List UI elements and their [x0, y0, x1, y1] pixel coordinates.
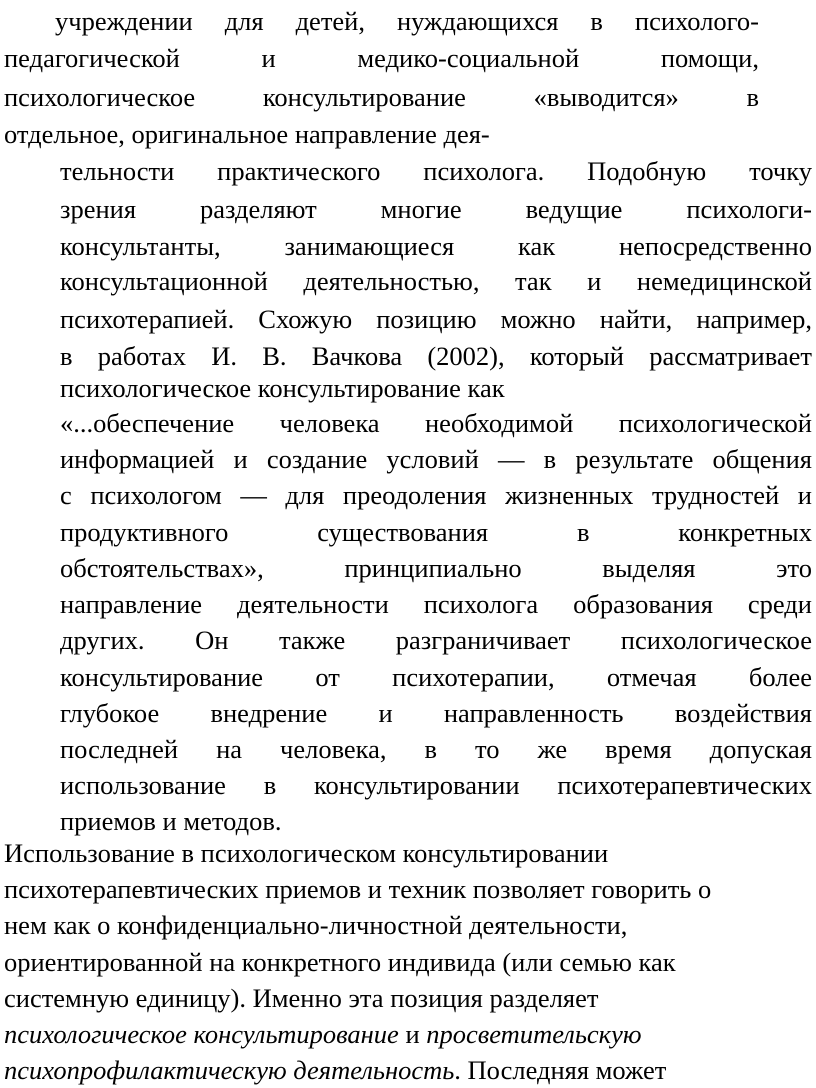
word: конкретных [678, 517, 812, 547]
word: информацией [60, 444, 215, 474]
word: трудностей [651, 480, 780, 510]
word: использование [60, 770, 226, 800]
word: консультирование [60, 662, 264, 692]
word: также [278, 625, 346, 655]
word: — [240, 480, 267, 510]
word: деятельностью, [303, 266, 480, 296]
text-line: Использование в психологическом консультировании [4, 838, 609, 868]
word: многие [380, 194, 462, 224]
text-line [60, 306, 812, 336]
word: же [537, 734, 568, 764]
word: ведущие [525, 194, 623, 224]
word: рассматривает [649, 341, 812, 371]
text-line [4, 1021, 642, 1051]
word: найти, [599, 304, 673, 334]
word: (2002), [427, 341, 505, 371]
word: Схожую [258, 304, 353, 334]
word: для [224, 6, 264, 36]
word: так [515, 266, 552, 296]
text-line: нем как о конфиденциально-личностной деятельности, [4, 910, 628, 940]
word: существования [317, 517, 489, 547]
word: жизненных [505, 480, 634, 510]
italic-term: психологическое консультирование [4, 1019, 399, 1049]
word: образования [573, 589, 713, 619]
word: среди [747, 589, 812, 619]
word: направление [60, 589, 203, 619]
word: психотерапевтических [557, 770, 812, 800]
word: помощи, [660, 43, 759, 73]
word: — [497, 444, 525, 474]
word: отмечая [606, 662, 697, 692]
word: более [748, 662, 812, 692]
word: как [517, 231, 556, 261]
word: условий [386, 444, 479, 474]
word: с [60, 480, 72, 510]
word: и [797, 480, 812, 510]
word: принципиально [344, 553, 522, 583]
text-line [60, 627, 812, 657]
word: И. [211, 341, 237, 371]
text-line [4, 84, 759, 114]
word: внедрение [210, 698, 328, 728]
word: человека [279, 408, 380, 438]
word: работах [97, 341, 187, 371]
word: психологи- [686, 194, 812, 224]
word: в [590, 6, 603, 36]
word: медико-социальной [357, 43, 580, 73]
word: консультировании [314, 770, 520, 800]
text-line [60, 343, 812, 373]
word: для [285, 480, 325, 510]
word: в [543, 444, 557, 474]
word: например, [696, 304, 812, 334]
word: допуская [709, 734, 812, 764]
word: Вачкова [311, 341, 403, 371]
word: психологическое [620, 625, 812, 655]
word: создание [266, 444, 368, 474]
text-line: ориентированной на конкретного индивида (или семью как [4, 947, 676, 977]
word: то [475, 734, 500, 764]
text-line [60, 482, 812, 512]
word: точку [749, 156, 812, 186]
word: В. [262, 341, 287, 371]
word: направленность [443, 698, 624, 728]
text-line [4, 1057, 666, 1087]
word: нуждающихся [396, 6, 559, 36]
text-line: психотерапевтических приемов и техник позволяет говорить о [4, 874, 712, 904]
word: результате [575, 444, 694, 474]
word: учреждении [55, 6, 193, 36]
word: «...обеспечение [60, 408, 235, 438]
text-run: . Последняя может [454, 1055, 667, 1085]
word: других. [60, 625, 145, 655]
text-line: приемов и методов. [60, 806, 282, 836]
word: обстоятельствах», [60, 553, 264, 583]
word: психологическое [4, 82, 196, 112]
italic-term: психопрофилактическую деятельность [4, 1055, 455, 1085]
word: преодоления [342, 480, 487, 510]
word: на [216, 734, 243, 764]
word: занимающиеся [284, 231, 455, 261]
word: позицию [376, 304, 477, 334]
word: зрения [60, 194, 137, 224]
word: воздействия [674, 698, 812, 728]
word: в [746, 82, 759, 112]
text-line [4, 45, 759, 75]
word: детей, [295, 6, 365, 36]
text-line [55, 8, 759, 38]
word: тельности [60, 156, 175, 186]
word: и [261, 43, 276, 73]
word: продуктивного [60, 517, 229, 547]
word: в [576, 517, 590, 547]
text-line: психологическое консультирование как [60, 373, 505, 403]
word: в [263, 770, 277, 800]
word: консультанты, [60, 231, 221, 261]
word: который [529, 341, 624, 371]
word: глубокое [60, 698, 160, 728]
word: психолого- [634, 6, 759, 36]
word: консультационной [60, 266, 268, 296]
text-line [60, 410, 812, 440]
text-line [60, 519, 812, 549]
word: психолога [423, 589, 539, 619]
word: в [60, 341, 73, 371]
word: и [233, 444, 248, 474]
word: психотерапии, [392, 662, 555, 692]
word: непосредственно [618, 231, 812, 261]
word: «выводится» [533, 82, 679, 112]
word: педагогической [4, 43, 180, 73]
word: от [315, 662, 340, 692]
text-line [60, 772, 812, 802]
word: последней [60, 734, 179, 764]
word: и [378, 698, 393, 728]
text-line [60, 555, 812, 585]
text-line [60, 268, 812, 298]
text-line: системную единицу). Именно эта позиция разделяет [4, 983, 599, 1013]
text-line [60, 664, 812, 694]
word: и [587, 266, 602, 296]
text-line [60, 591, 812, 621]
text-line [60, 233, 812, 263]
word: практического [217, 156, 381, 186]
text-run: и [398, 1019, 427, 1049]
text-line [60, 158, 812, 188]
word: деятельности [237, 589, 389, 619]
italic-term: просветительскую [426, 1019, 642, 1049]
word: психологической [618, 408, 812, 438]
word: в [424, 734, 438, 764]
word: время [605, 734, 672, 764]
word: консультирование [262, 82, 466, 112]
word: выделяя [602, 553, 696, 583]
word: психотерапией. [60, 304, 235, 334]
word: необходимой [425, 408, 574, 438]
word: психолога. [423, 156, 545, 186]
word: это [776, 553, 812, 583]
word: человека, [280, 734, 387, 764]
text-line [60, 736, 812, 766]
word: разделяют [199, 194, 317, 224]
word: общения [712, 444, 812, 474]
word: психологом [90, 480, 222, 510]
word: Он [195, 625, 229, 655]
text-line [60, 446, 812, 476]
word: можно [500, 304, 576, 334]
word: немедицинской [636, 266, 812, 296]
text-line [60, 196, 812, 226]
text-line: отдельное, оригинальное направление дея- [4, 119, 490, 149]
word: Подобную [587, 156, 707, 186]
word: разграничивает [395, 625, 571, 655]
text-line [60, 700, 812, 730]
